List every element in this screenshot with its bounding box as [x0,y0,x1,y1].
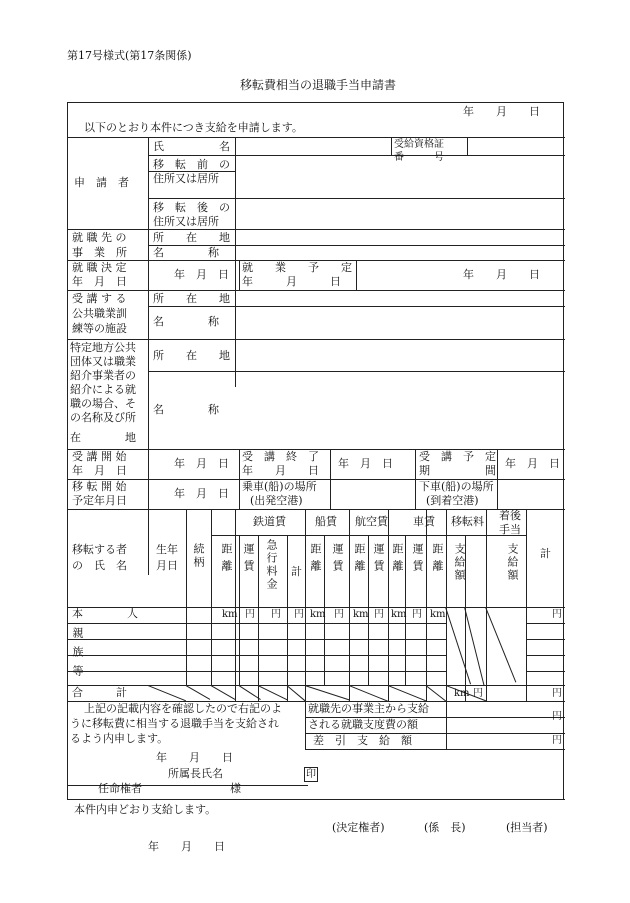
ship-fare-label: 運賃 [331,543,344,577]
unit-km: km [222,609,238,620]
unit-km: km [430,609,446,620]
employer-location-label: 所 在 地 [153,231,230,244]
name-label: 氏 名 [153,140,230,153]
footer-date: 年 月 日 [148,840,225,853]
form-number: 第17号様式(第17条関係) [67,49,192,62]
facility-location-label: 所 在 地 [153,292,230,305]
unit-yen: 円 [245,609,255,620]
referral-label-4: 紹介による就 [70,383,136,396]
persons-label: 移転する者 [72,543,127,556]
confirmation-text-2: うに移転費に相当する退職手当を支給され [70,717,279,730]
unit-yen: 円 [374,609,384,620]
seal-mark: 印 [306,769,316,780]
move-start-value: 年 月 日 [174,487,229,500]
eligibility-label-2: 番 号 [394,152,444,163]
training-period-label: 受 講 予 定 [419,450,496,463]
employer-label: 就 職 先 の [72,231,127,244]
referral-label-6: の名称及び所 [70,411,136,424]
employment-date-value: 年 月 日 [174,268,229,281]
car-fare-label: 運賃 [411,543,424,577]
rail-distance-label: 距離 [220,543,233,577]
move-start-label: 移 転 開 始 [72,480,127,493]
ship-distance-label: 距離 [309,543,322,577]
employer-label-2: 事 業 所 [72,246,127,259]
employer-name-label: 名 称 [153,246,219,259]
net-amount-label: 差 引 支 給 額 [313,734,412,747]
training-start-label: 受 講 開 始 [72,450,127,463]
application-form [67,102,564,800]
applicant-label: 申 請 者 [74,176,129,189]
alighting-place-label: 下車(船)の場所 [419,480,494,493]
unit-yen: 円 [271,609,281,620]
referral-label: 特定地方公共 [70,341,136,354]
training-period-value: 年 月 日 [505,457,560,470]
air-fare-label: 運賃 [372,543,385,577]
car-label: 車賃 [413,515,435,528]
boarding-place-label-2: (出発空港) [250,494,303,507]
moving-amount-label: 支給額 [453,543,466,582]
move-start-label-2: 予定年月日 [72,494,127,507]
planned-start-label-2: 年 月 日 [242,275,341,288]
authority-honorific: 様 [230,782,241,795]
training-start-label-2: 年 月 日 [72,464,127,477]
referral-label-3: 紹介事業者の [70,369,136,382]
air-label: 航空賃 [355,515,388,528]
birth-date-label-2: 月日 [156,559,178,572]
facility-label: 受 講 す る [72,292,127,305]
address-before-label: 移 転 前 の [153,158,230,171]
address-after-label-2: 住所又は居所 [153,215,219,228]
referral-location-label: 所 在 地 [153,349,230,362]
facility-label-3: 練等の施設 [72,322,127,335]
referral-label-7: 在 地 [70,431,136,444]
facility-name-label: 名 称 [153,315,219,328]
birth-date-label: 生年 [156,543,178,556]
settling-label-2: 手当 [499,523,521,536]
unit-yen: 円 [294,609,304,620]
application-date: 年 月 日 [463,105,540,118]
car-distance-label: 距離 [391,543,404,577]
grand-total-label: 計 [540,547,551,560]
unit-yen: 円 [412,609,422,620]
page-title: 移転費相当の退職手当申請書 [240,78,397,92]
unit-yen: 円 [552,735,562,746]
training-start-value: 年 月 日 [174,457,229,470]
unit-yen: 円 [473,688,483,699]
employment-date-label-2: 年 月 日 [72,275,127,288]
referral-name-label: 名 称 [153,403,219,416]
alighting-place-label-2: (到着空港) [426,494,479,507]
confirmation-text-3: るよう内申します。 [70,732,169,745]
air-distance-label: 距離 [353,543,366,577]
authority-label: 任命権者 [98,782,142,795]
moving-distance-label: 距離 [431,543,444,577]
referral-label-5: 職の場合、そ [70,397,136,410]
unit-yen: 円 [552,688,562,699]
eligibility-label: 受給資格証 [394,139,444,150]
railway-label: 鉄道賃 [253,515,286,528]
training-end-value: 年 月 日 [338,457,393,470]
boarding-place-label: 乗車(船)の場所 [242,480,317,493]
address-after-label: 移 転 後 の [153,201,230,214]
express-fee-label: 急行料金 [265,539,278,591]
unit-km: km [454,688,470,699]
employer-allowance-label: 就職先の事業主から支給 [308,702,429,715]
employer-allowance-label-2: される就職支度費の額 [308,718,418,731]
training-end-label: 受 講 終 了 [242,450,319,463]
settling-label: 着後 [499,509,521,522]
moving-fee-label: 移転料 [451,515,484,528]
chief-label: (係 長) [424,821,466,834]
relation-label: 続柄 [192,543,205,569]
training-end-label-2: 年 月 日 [242,464,319,477]
family-row-label: 親族等 [71,627,84,684]
unit-yen: 円 [552,711,562,722]
unit-km: km [310,609,326,620]
facility-label-2: 公共職業訓 [72,307,127,320]
rail-subtotal-label: 計 [291,565,302,578]
persons-label-2: の 氏 名 [72,559,127,572]
referral-label-2: 団体又は職業 [70,355,136,368]
employment-date-label: 就 職 決 定 [72,261,127,274]
total-row-label: 合 計 [72,686,127,699]
rail-fare-label: 運賃 [242,543,255,577]
decider-label: (決定権者) [332,821,385,834]
self-row-label: 本 人 [72,607,138,620]
address-before-label-2: 住所又は居所 [153,172,219,185]
planned-start-value: 年 月 日 [463,268,540,281]
request-text: 以下のとおり本件につき支給を申請します。 [84,121,303,134]
unit-yen: 円 [334,609,344,620]
head-name-label: 所属長氏名 [168,767,223,780]
training-period-label-2: 期 間 [419,464,496,477]
unit-yen: 円 [552,609,562,620]
ship-label: 船賃 [315,515,337,528]
staff-label: (担当者) [506,821,548,834]
unit-km: km [353,609,369,620]
approval-text: 本件内申どおり支給します。 [74,803,217,816]
unit-km: km [391,609,407,620]
planned-start-label: 就 業 予 定 [242,261,352,274]
settling-amount-label: 支給額 [506,543,519,582]
confirmation-date: 年 月 日 [156,751,233,764]
confirmation-text: 上記の記載内容を確認したので右記のよ [84,702,282,715]
